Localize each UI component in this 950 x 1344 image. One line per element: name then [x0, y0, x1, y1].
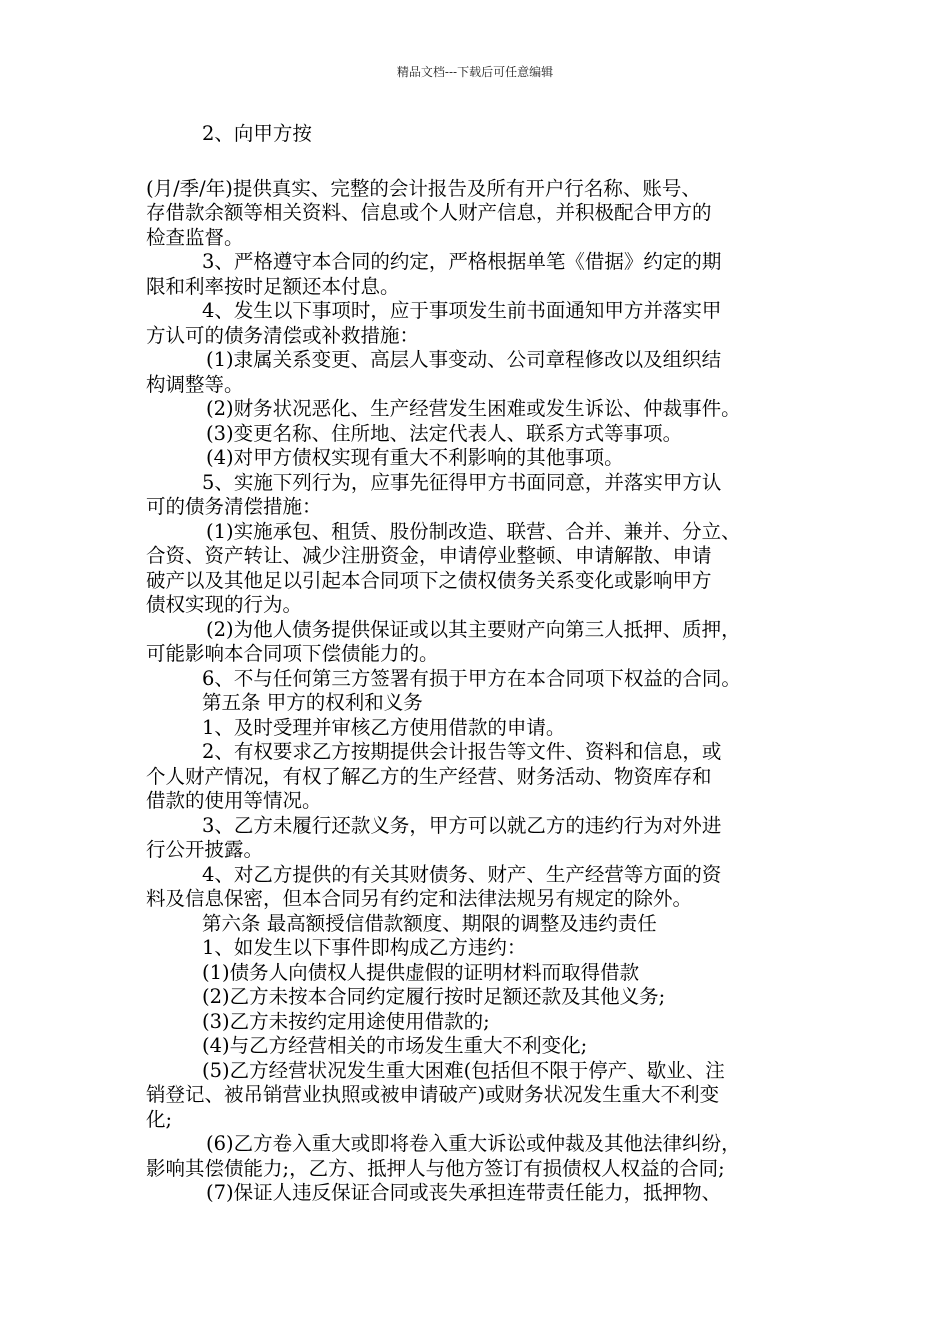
paragraph-line: 3、乙方未履行还款义务，甲方可以就乙方的违约行为对外进: [202, 813, 722, 837]
paragraph-line: 3、严格遵守本合同的约定，严格根据单笔《借据》约定的期: [202, 250, 722, 273]
paragraph-line: (2)乙方未按本合同约定履行按时足额还款及其他义务;: [202, 985, 666, 1008]
paragraph-line: 6、不与任何第三方签署有损于甲方在本合同项下权益的合同。: [202, 666, 741, 690]
paragraph-line: 可的债务清偿措施：: [146, 495, 322, 518]
paragraph-line: 5、实施下列行为，应事先征得甲方书面同意，并落实甲方认: [202, 470, 722, 494]
paragraph-line: (6)乙方卷入重大或即将卷入重大诉讼或仲裁及其他法律纠纷，: [206, 1132, 741, 1155]
paragraph-line: 债权实现的行为。: [146, 593, 303, 616]
paragraph-line: 破产以及其他足以引起本合同项下之债权债务关系变化或影响甲方: [146, 568, 712, 592]
paragraph-line: (1)债务人向债权人提供虚假的证明材料而取得借款: [202, 960, 640, 984]
document-body: [146, 122, 822, 1206]
paragraph-line: 限和利率按时足额还本付息。: [146, 274, 400, 298]
section-heading: 第六条 最高额授信借款额度、期限的调整及违约责任: [202, 911, 657, 935]
paragraph-line: 料及信息保密，但本合同另有约定和法律法规另有规定的除外。: [146, 887, 693, 910]
section-heading: 第五条 甲方的权利和义务: [202, 691, 423, 714]
paragraph-line: 2、向甲方按: [202, 122, 312, 145]
paragraph-line: 2、有权要求乙方按期提供会计报告等文件、资料和信息，或: [202, 740, 722, 763]
paragraph-line: 1、及时受理并审核乙方使用借款的申请。: [202, 715, 566, 739]
paragraph-line: 个人财产情况，有权了解乙方的生产经营、财务活动、物资库存和: [146, 764, 712, 788]
paragraph-line: 可能影响本合同项下偿债能力的。: [146, 642, 439, 665]
paragraph-line: (2)为他人债务提供保证或以其主要财产向第三人抵押、质押，: [206, 617, 741, 641]
paragraph-line: (7)保证人违反保证合同或丧失承担连带责任能力，抵押物、: [206, 1181, 722, 1204]
paragraph-line: 影响其偿债能力;，乙方、抵押人与他方签订有损债权人权益的合同;: [146, 1156, 725, 1180]
paragraph-line: 4、发生以下事项时，应于事项发生前书面通知甲方并落实甲: [202, 299, 722, 322]
paragraph-line: (5)乙方经营状况发生重大困难(包括但不限于停产、歇业、注: [202, 1058, 725, 1082]
paragraph-line: 构调整等。: [146, 372, 244, 396]
paragraph-line: 存借款余额等相关资料、信息或个人财产信息，并积极配合甲方的: [146, 201, 712, 224]
paragraph-line: 借款的使用等情况。: [146, 789, 322, 812]
paragraph-line: (2)财务状况恶化、生产经营发生困难或发生诉讼、仲裁事件。: [206, 397, 741, 420]
paragraph-line: 行公开披露。: [146, 838, 264, 861]
paragraph-line: (月/季/年)提供真实、完整的会计报告及所有开户行名称、账号、: [146, 176, 701, 200]
paragraph-line: 合资、资产转让、减少注册资金，申请停业整顿、申请解散、申请: [146, 544, 712, 567]
paragraph-line: (3)变更名称、住所地、法定代表人、联系方式等事项。: [206, 421, 683, 445]
paragraph-line: 检查监督。: [146, 225, 244, 249]
paragraph-line: (1)隶属关系变更、高层人事变动、公司章程修改以及组织结: [206, 348, 722, 371]
page-header: 精品文档---下载后可任意编辑: [396, 65, 554, 79]
paragraph-line: 化;: [146, 1107, 173, 1131]
paragraph-line: 1、如发生以下事件即构成乙方违约：: [202, 936, 527, 959]
paragraph-line: (4)对甲方债权实现有重大不利影响的其他事项。: [206, 446, 624, 469]
paragraph-line: (1)实施承包、租赁、股份制改造、联营、合并、兼并、分立、: [206, 519, 741, 543]
blank-gap: [146, 147, 822, 177]
paragraph-line: 4、对乙方提供的有关其财债务、财产、生产经营等方面的资: [202, 862, 722, 886]
paragraph-line: 销登记、被吊销营业执照或被申请破产)或财务状况发生重大不利变: [146, 1083, 720, 1106]
paragraph-line: (4)与乙方经营相关的市场发生重大不利变化;: [202, 1034, 588, 1057]
paragraph-line: (3)乙方未按约定用途使用借款的;: [202, 1009, 490, 1033]
paragraph-line: 方认可的债务清偿或补救措施：: [146, 323, 420, 347]
